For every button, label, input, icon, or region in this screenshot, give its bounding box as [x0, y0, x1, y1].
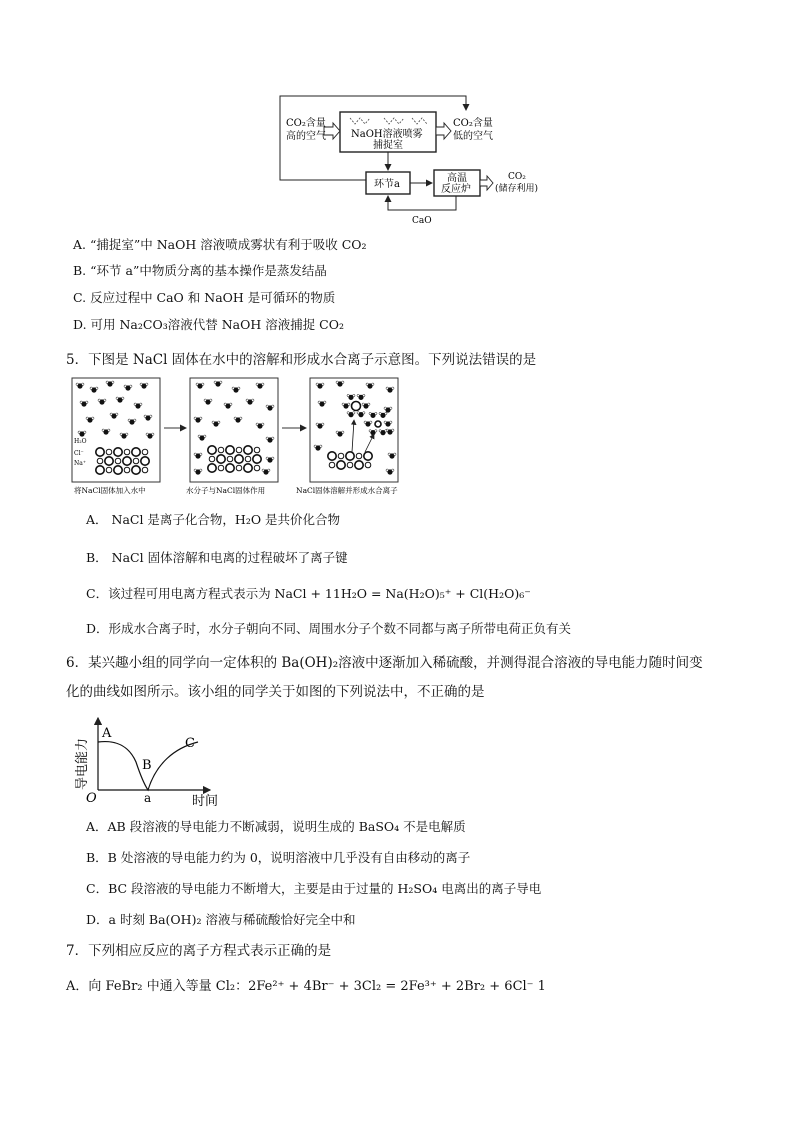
chloride-ion: [96, 466, 104, 474]
chloride-ion: [226, 464, 234, 472]
q5-option-d: D．形成水合离子时，水分子朝向不同、周围水分子个数不同都与离子所带电荷正负有关: [86, 621, 572, 636]
q6-option-b: B．B 处溶液的导电能力约为 0，说明溶液中几乎没有自由移动的离子: [86, 850, 471, 865]
chloride-ion: [244, 464, 252, 472]
sodium-ion: [245, 456, 251, 462]
q5-option-a: A． NaCl 是离子化合物，H₂O 是共价化合物: [86, 512, 341, 527]
product-label-2: (储存利用): [495, 184, 539, 194]
output-air-label-1: CO₂含量: [453, 118, 493, 129]
graph-tick-a: a: [144, 791, 152, 805]
chloride-ion: [141, 457, 149, 465]
sodium-ion: [236, 465, 242, 471]
graph-point-a: A: [102, 726, 112, 741]
sodium-ion: [365, 462, 371, 468]
sodium-ion: [124, 467, 130, 473]
sodium-ion: [236, 447, 242, 453]
h2o-label: H₂O: [74, 438, 87, 445]
sodium-ion: [218, 447, 224, 453]
chloride-ion: [114, 466, 122, 474]
chloride-ion: [105, 457, 113, 465]
cao-return-label: CaO: [412, 216, 432, 226]
chloride-ion: [208, 464, 216, 472]
sodium-ion: [338, 453, 344, 459]
chloride-ion: [253, 455, 261, 463]
sodium-ion: [142, 449, 148, 455]
chloride-ion: [132, 466, 140, 474]
graph-origin: O: [86, 791, 97, 806]
q4-option-d: D. 可用 Na₂CO₃溶液代替 NaOH 溶液捕捉 CO₂: [73, 317, 345, 332]
q4-option-b: B. “环节 a”中物质分离的基本操作是蒸发结晶: [73, 263, 327, 278]
graph-x-label: 时间: [192, 794, 219, 809]
output-air-label-2: 低的空气: [453, 131, 493, 142]
chloride-ion: [114, 448, 122, 456]
chamber-label-2: 捕捉室: [373, 140, 403, 151]
chloride-ion: [208, 446, 216, 454]
panel-caption-2: 水分子与NaCl固体作用: [186, 486, 266, 495]
chloride-ion: [346, 452, 354, 460]
sodium-ion: [347, 462, 353, 468]
step-a-label: 环节a: [374, 179, 400, 190]
sodium-ion: [97, 458, 103, 464]
q6-stem-line-1: 6．某兴趣小组的同学向一定体积的 Ba(OH)₂溶液中逐渐加入稀硫酸，并测得混合溶液的导电能力随时间变: [66, 655, 703, 671]
nacl-dissolution-figure: [70, 376, 420, 498]
graph-point-b: B: [142, 758, 152, 773]
furnace-label-1: 高温: [447, 173, 467, 184]
sodium-ion: [227, 456, 233, 462]
conductivity-graph: [70, 712, 240, 812]
sodium-ion: [115, 458, 121, 464]
q6-stem-line-2: 化的曲线如图所示。该小组的同学关于如图的下列说法中，不正确的是: [66, 684, 485, 700]
chamber-label-1: NaOH溶液喷雾: [351, 129, 423, 140]
sodium-ion: [106, 449, 112, 455]
chloride-ion: [226, 446, 234, 454]
q5-option-c: C．该过程可用电离方程式表示为 NaCl + 11H₂O = Na(H₂O)₅⁺ + Cl(H₂O)₆⁻: [86, 586, 531, 601]
sodium-ion: [356, 453, 362, 459]
q6-option-c: C．BC 段溶液的导电能力不断增大，主要是由于过量的 H₂SO₄ 电离出的离子导电: [86, 881, 542, 896]
furnace-label-2: 反应炉: [441, 184, 471, 195]
sodium-ion: [133, 458, 139, 464]
q5-option-b: B． NaCl 固体溶解和电离的过程破坏了离子键: [86, 550, 348, 565]
product-label-1: CO₂: [508, 172, 526, 182]
q7-stem: 7．下列相应反应的离子方程式表示正确的是: [66, 943, 332, 959]
chloride-ion: [96, 448, 104, 456]
input-air-label-2: 高的空气: [286, 131, 326, 142]
chloride-ion: [217, 455, 225, 463]
panel-caption-1: 将NaCl固体加入水中: [74, 486, 146, 495]
hydrated-ion: [375, 421, 381, 427]
na-label: Na⁺: [74, 460, 86, 467]
q5-stem: 5．下图是 NaCl 固体在水中的溶解和形成水合离子示意图。下列说法错误的是: [66, 352, 537, 368]
q4-option-c: C. 反应过程中 CaO 和 NaOH 是可循环的物质: [73, 290, 336, 305]
sodium-ion: [106, 467, 112, 473]
input-air-label-1: CO₂含量: [286, 118, 326, 129]
chloride-ion: [337, 461, 345, 469]
chloride-ion: [235, 455, 243, 463]
sodium-ion: [218, 465, 224, 471]
chloride-ion: [328, 452, 336, 460]
q6-option-a: A．AB 段溶液的导电能力不断减弱，说明生成的 BaSO₄ 不是电解质: [86, 819, 466, 834]
chloride-ion: [123, 457, 131, 465]
q6-option-d: D．a 时刻 Ba(OH)₂ 溶液与稀硫酸恰好完全中和: [86, 912, 356, 927]
chloride-ion: [132, 448, 140, 456]
sodium-ion: [254, 465, 260, 471]
q4-option-a: A. “捕捉室”中 NaOH 溶液喷成雾状有利于吸收 CO₂: [73, 237, 367, 252]
sodium-ion: [142, 467, 148, 473]
chloride-ion: [355, 461, 363, 469]
graph-point-c: C: [185, 736, 195, 751]
cl-label: Cl⁻: [74, 450, 84, 457]
sodium-ion: [254, 447, 260, 453]
panel-caption-3: NaCl固体溶解并形成水合离子: [296, 486, 398, 495]
graph-y-label: 导电能力: [75, 737, 90, 791]
hydrated-ion: [352, 402, 361, 411]
sodium-ion: [124, 449, 130, 455]
sodium-ion: [329, 462, 335, 468]
sodium-ion: [209, 456, 215, 462]
chloride-ion: [364, 452, 372, 460]
chloride-ion: [244, 446, 252, 454]
capture-process-diagram: [278, 94, 568, 228]
q7-option-a: A．向 FeBr₂ 中通入等量 Cl₂：2Fe²⁺ + 4Br⁻ + 3Cl₂ = 2Fe³⁺ + 2Br₂ + 6Cl⁻ 1: [66, 979, 546, 994]
